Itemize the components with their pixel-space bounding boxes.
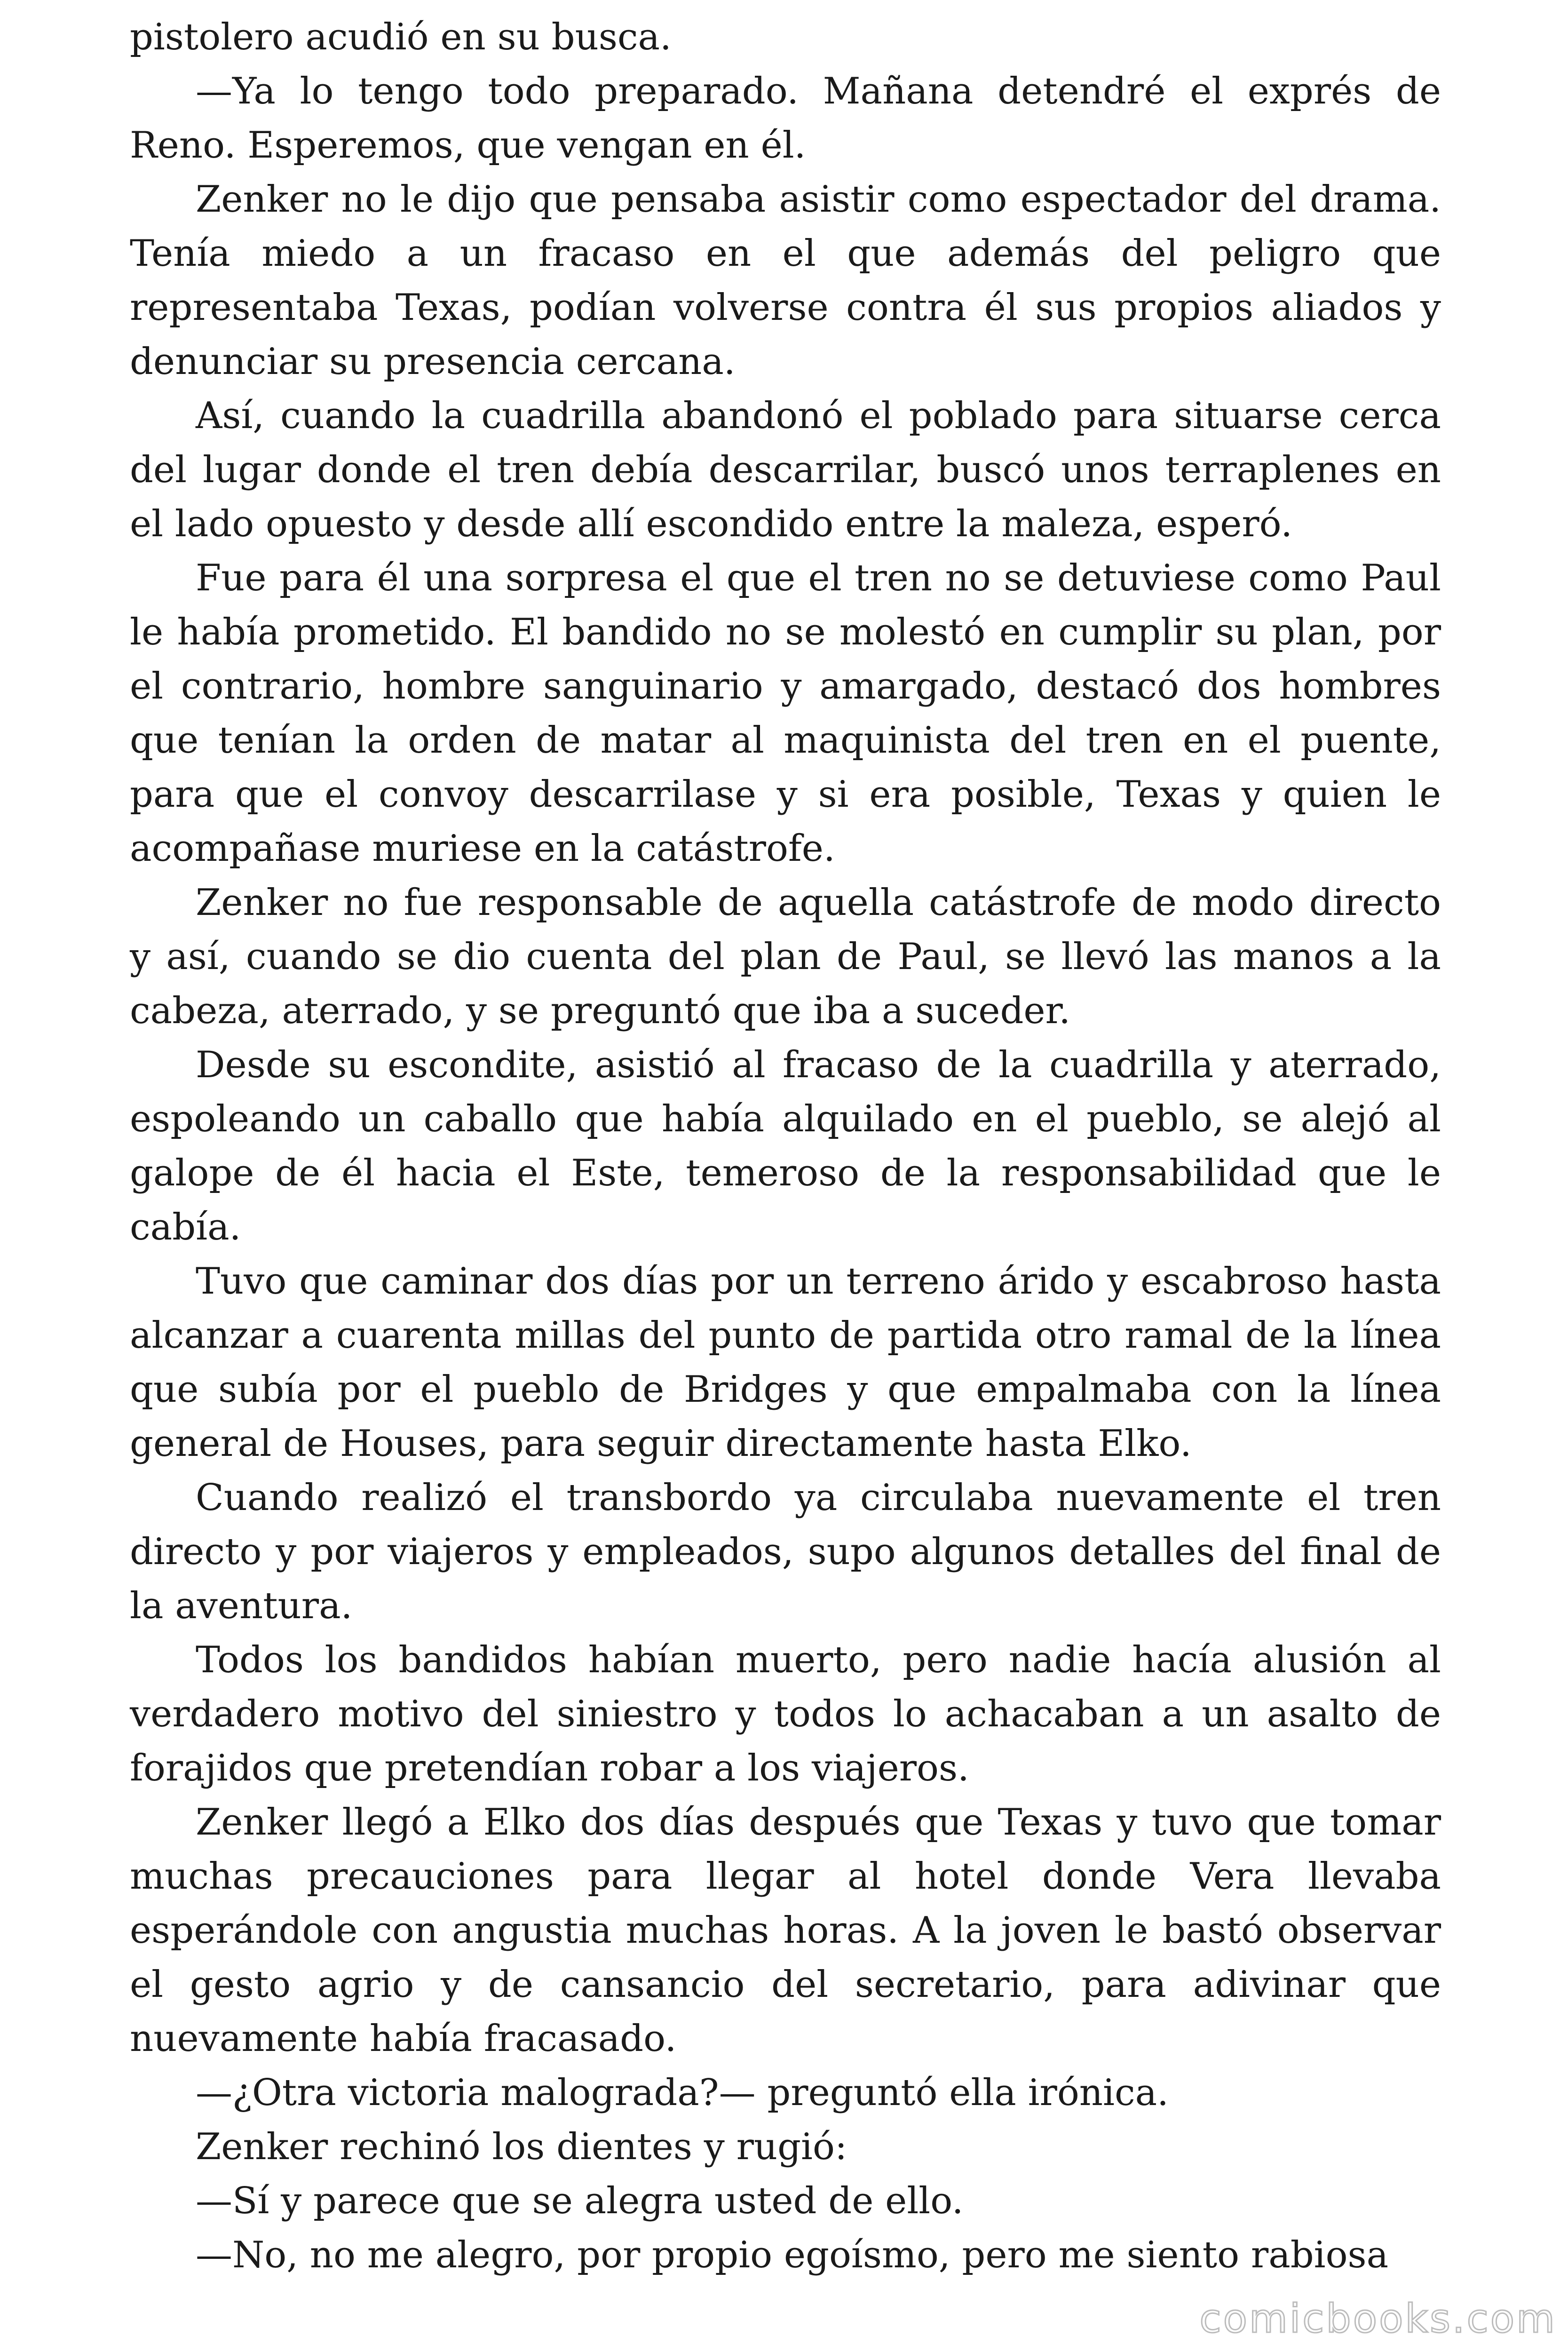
dialogue-line: —Sí y parece que se alegra usted de ello. xyxy=(196,2180,964,2222)
paragraph: Zenker no le dijo que pensaba asistir como espectador del drama. Tenía miedo a un fracaso en el que además del peligro que representaba Texas, podían volverse contra él sus propios aliados y denunciar su presencia cercana. xyxy=(130,178,1441,383)
paragraph: Zenker rechinó los dientes y rugió: xyxy=(196,2126,847,2168)
paragraph-continuation: pistolero acudió en su busca. xyxy=(130,16,672,58)
paragraph: Tuvo que caminar dos días por un terreno árido y escabroso hasta alcanzar a cuarenta millas del punto de partida otro ramal de la línea que subía por el pueblo de Bridges y que empalmaba con la línea general de Houses, para seguir directamente hasta Elko. xyxy=(130,1260,1441,1465)
paragraph: Desde su escondite, asistió al fracaso de la cuadrilla y aterrado, espoleando un caballo que había alquilado en el pueblo, se alejó al galope de él hacia el Este, temeroso de la responsabilidad que le cabía. xyxy=(130,1044,1441,1248)
paragraph: Así, cuando la cuadrilla abandonó el poblado para situarse cerca del lugar donde el tren debía descarrilar, buscó unos terraplenes en el lado opuesto y desde allí escondido entre la maleza, esperó. xyxy=(130,395,1441,545)
dialogue-line: —No, no me alegro, por propio egoísmo, pero me siento rabiosa xyxy=(196,2234,1389,2276)
paragraph: —Ya lo tengo todo preparado. Mañana detendré el exprés de Reno. Esperemos, que vengan en él. xyxy=(130,70,1441,167)
watermark-text: comicbooks.com xyxy=(1199,2296,1557,2342)
paragraph: Cuando realizó el transbordo ya circulaba nuevamente el tren directo y por viajeros y empleados, supo algunos detalles del final de la aventura. xyxy=(130,1477,1441,1627)
paragraph: Fue para él una sorpresa el que el tren no se detuviese como Paul le había prometido. El bandido no se molestó en cumplir su plan, por el contrario, hombre sanguinario y amargado, destacó dos hombres que tenían la orden de matar al maquinista del tren en el puente, para que el convoy descarrilase y si era posible, Texas y quien le acompañase muriese en la catástrofe. xyxy=(130,557,1441,870)
paragraph: Todos los bandidos habían muerto, pero nadie hacía alusión al verdadero motivo del siniestro y todos lo achacaban a un asalto de forajidos que pretendían robar a los viajeros. xyxy=(130,1639,1441,1789)
book-page-text xyxy=(130,10,1441,2282)
dialogue-line: —¿Otra victoria malograda?— preguntó ella irónica. xyxy=(196,2072,1169,2114)
paragraph: Zenker no fue responsable de aquella catástrofe de modo directo y así, cuando se dio cuenta del plan de Paul, se llevó las manos a la cabeza, aterrado, y se preguntó que iba a suceder. xyxy=(130,882,1441,1032)
paragraph: Zenker llegó a Elko dos días después que Texas y tuvo que tomar muchas precauciones para llegar al hotel donde Vera llevaba esperándole con angustia muchas horas. A la joven le bastó observar el gesto agrio y de cansancio del secretario, para adivinar que nuevamente había fracasado. xyxy=(130,1801,1441,2060)
